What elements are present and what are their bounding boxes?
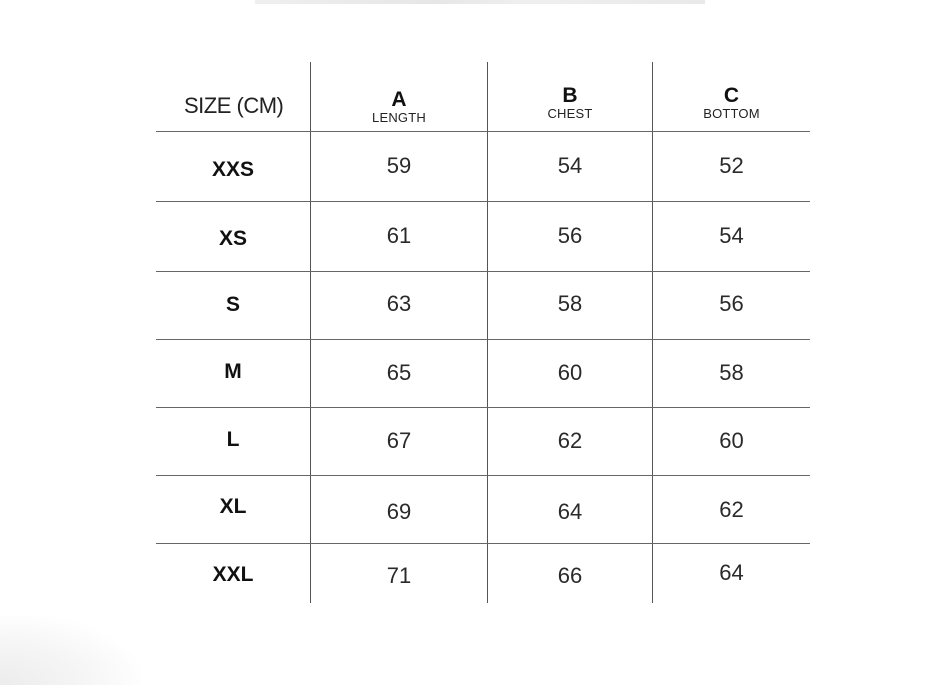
size-label: XS	[218, 227, 247, 250]
header-letter: B	[562, 83, 578, 107]
length-value: 63	[386, 291, 412, 316]
chest-value: 54	[557, 153, 583, 178]
header-length	[311, 78, 487, 134]
header-letter: C	[723, 83, 740, 107]
length-value: 67	[386, 428, 412, 453]
length-value: 59	[386, 153, 412, 178]
header-letter: A	[391, 87, 407, 111]
size-label: XXL	[212, 563, 254, 586]
bottom-value: 64	[719, 560, 744, 585]
header-label: CHEST	[547, 105, 593, 121]
background-shadow	[0, 615, 140, 685]
bottom-value: 60	[719, 428, 744, 453]
size-column-header: SIZE (CM)	[184, 93, 284, 118]
chest-value: 64	[557, 499, 583, 524]
header-label: BOTTOM	[703, 105, 760, 121]
chest-value: 60	[557, 360, 583, 385]
chest-value: 62	[557, 428, 583, 453]
size-label: XXS	[211, 158, 255, 181]
cropped-top-text	[255, 0, 705, 4]
header-label: LENGTH	[372, 109, 426, 125]
bottom-value: 54	[719, 223, 744, 248]
length-value: 61	[386, 223, 412, 248]
header-chest	[488, 74, 652, 130]
length-value: 65	[386, 360, 412, 385]
length-value: 71	[386, 563, 412, 588]
bottom-value: 52	[719, 153, 744, 178]
chest-value: 66	[557, 563, 583, 588]
size-label: S	[225, 293, 240, 316]
bottom-value: 62	[719, 497, 744, 522]
size-label: M	[224, 360, 242, 383]
bottom-value: 58	[719, 360, 744, 385]
chest-value: 56	[557, 223, 583, 248]
size-chart-table	[156, 62, 810, 603]
length-value: 69	[386, 499, 412, 524]
size-label: L	[226, 428, 240, 451]
size-label: XL	[219, 495, 247, 518]
chest-value: 58	[557, 291, 583, 316]
header-bottom	[653, 74, 810, 130]
bottom-value: 56	[719, 291, 744, 316]
